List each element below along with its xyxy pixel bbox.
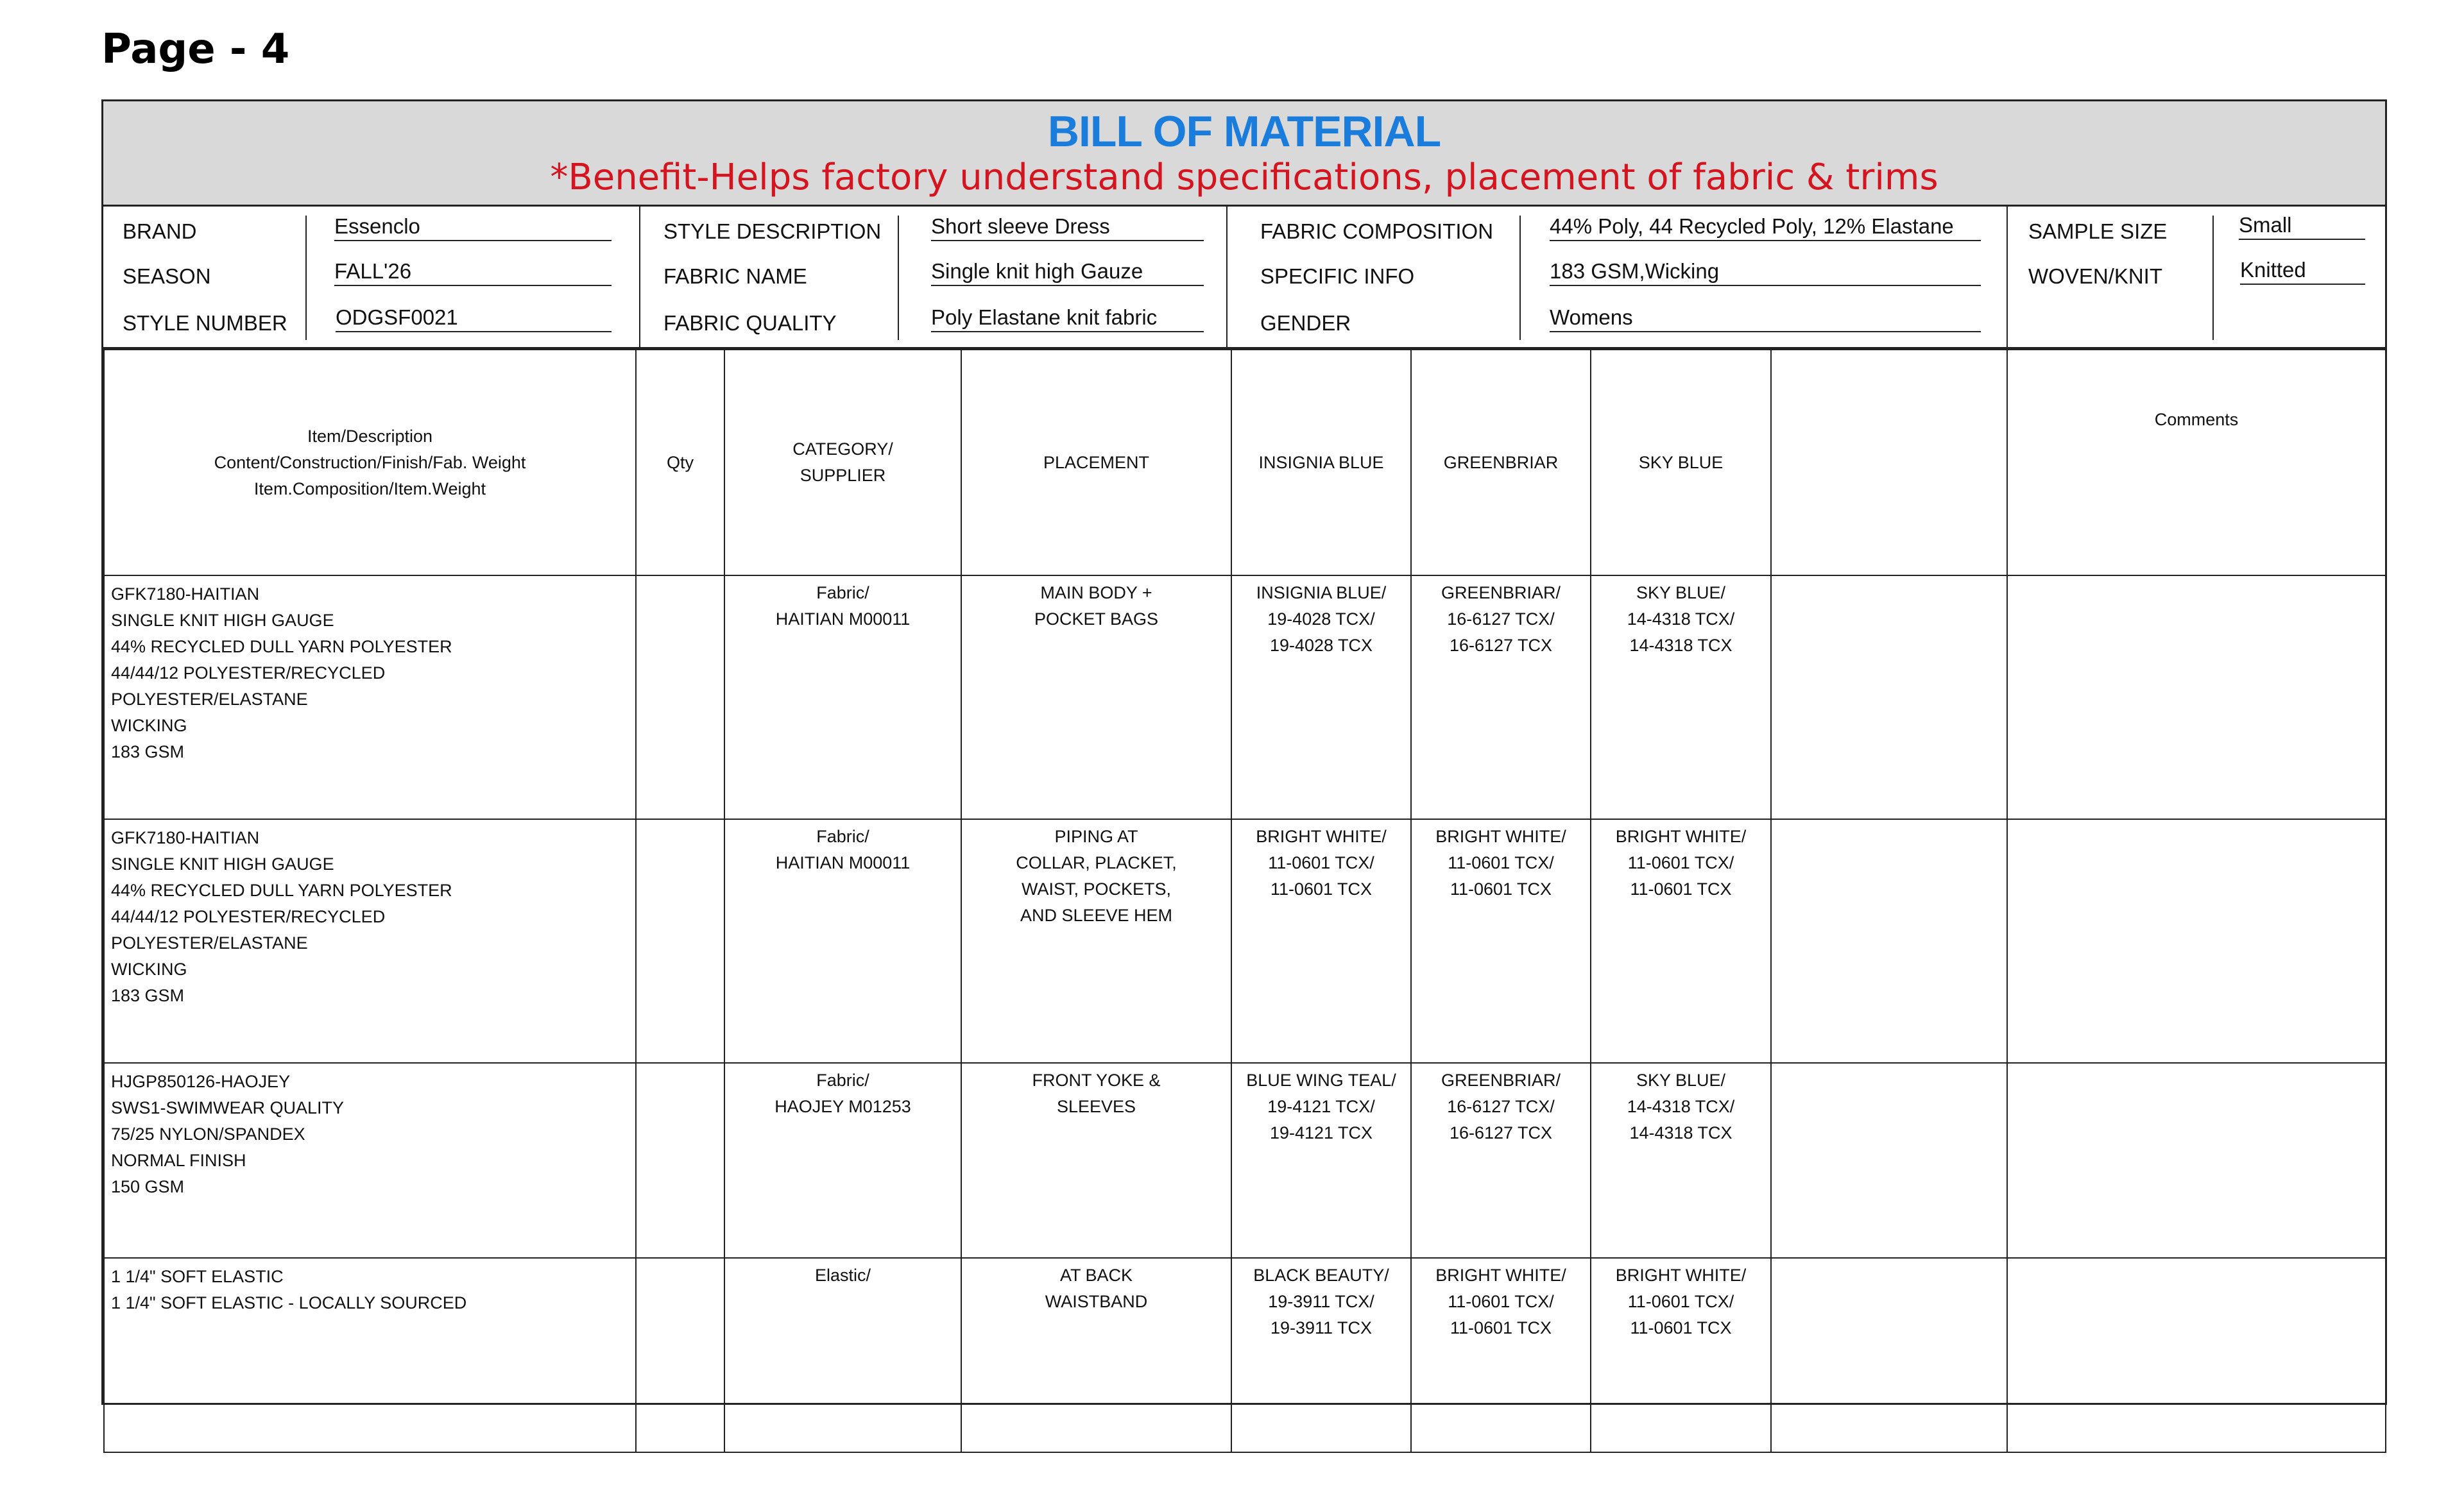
cell-line: 19-4121 TCX bbox=[1269, 1123, 1373, 1142]
category-supplier-cell bbox=[724, 1258, 961, 1452]
cell-line: POCKET BAGS bbox=[1034, 609, 1159, 629]
cell-line: COLLAR, PLACKET, bbox=[1016, 853, 1177, 872]
item-description-cell bbox=[104, 819, 636, 1063]
cell-line: POLYESTER/ELASTANE bbox=[111, 933, 308, 953]
style-number-label: STYLE NUMBER bbox=[123, 311, 287, 335]
column-header-sky-blue: SKY BLUE bbox=[1591, 350, 1771, 575]
cell-line: AT BACK bbox=[1059, 1266, 1133, 1285]
fabric-name-label: FABRIC NAME bbox=[663, 264, 807, 288]
document-subtitle: *Benefit-Helps factory understand specifications, placement of fabric & trims bbox=[550, 157, 1938, 198]
cell-line: Elastic/ bbox=[814, 1266, 871, 1285]
cell-line: 44% RECYCLED DULL YARN POLYESTER bbox=[111, 637, 452, 656]
cell-line: GREENBRIAR/ bbox=[1441, 583, 1561, 602]
title-band bbox=[103, 101, 2385, 207]
header-line: SUPPLIER bbox=[800, 466, 886, 485]
brand-value: Essenclo bbox=[334, 214, 612, 241]
header-line: Item.Composition/Item.Weight bbox=[253, 479, 486, 498]
cell-line: SINGLE KNIT HIGH GAUGE bbox=[111, 611, 334, 630]
cell-line: Fabric/ bbox=[816, 583, 869, 602]
gender-label: GENDER bbox=[1260, 311, 1351, 335]
fabric-composition-label: FABRIC COMPOSITION bbox=[1260, 219, 1494, 243]
style-info-block bbox=[103, 207, 2385, 349]
item-description-cell bbox=[104, 1063, 636, 1258]
cell-line: BLACK BEAUTY/ bbox=[1253, 1266, 1389, 1285]
sample-size-label: SAMPLE SIZE bbox=[2028, 219, 2168, 243]
cell-line: HJGP850126-HAOJEY bbox=[111, 1072, 291, 1091]
bom-table bbox=[103, 349, 2386, 1453]
item-description-cell bbox=[104, 1258, 636, 1452]
placement-cell bbox=[961, 1258, 1231, 1452]
cell-line: 14-4318 TCX bbox=[1629, 1123, 1733, 1142]
cell-line: 16-6127 TCX bbox=[1449, 636, 1553, 655]
sky-blue-color-cell bbox=[1591, 819, 1771, 1063]
cell-line: AND SLEEVE HEM bbox=[1020, 906, 1173, 925]
cell-line: 11-0601 TCX/ bbox=[1448, 853, 1554, 872]
cell-line: 183 GSM bbox=[111, 742, 185, 761]
table-row bbox=[104, 1063, 2386, 1258]
insignia-blue-color-cell bbox=[1231, 575, 1411, 819]
cell-line: HAOJEY M01253 bbox=[774, 1097, 911, 1116]
table-row bbox=[104, 819, 2386, 1063]
cell-line: MAIN BODY + bbox=[1040, 583, 1152, 602]
cell-line: PIPING AT bbox=[1054, 827, 1138, 846]
cell-line: SINGLE KNIT HIGH GAUGE bbox=[111, 854, 334, 874]
cell-line: NORMAL FINISH bbox=[111, 1151, 246, 1170]
insignia-blue-color-cell bbox=[1231, 1063, 1411, 1258]
cell-line: SKY BLUE/ bbox=[1636, 1071, 1726, 1090]
woven-knit-value: Knitted bbox=[2240, 258, 2365, 285]
cell-line: 11-0601 TCX bbox=[1450, 879, 1552, 899]
comments-cell bbox=[2007, 1063, 2386, 1258]
cell-line: HAITIAN M00011 bbox=[775, 609, 911, 629]
brand-label: BRAND bbox=[123, 219, 197, 243]
column-header-insignia-blue: INSIGNIA BLUE bbox=[1231, 350, 1411, 575]
page-number-label: Page - 4 bbox=[101, 26, 290, 73]
cell-line: 150 GSM bbox=[111, 1177, 185, 1196]
placement-cell bbox=[961, 1063, 1231, 1258]
sample-size-value: Small bbox=[2239, 213, 2365, 240]
comments-cell bbox=[2007, 575, 2386, 819]
column-header-item bbox=[104, 350, 636, 575]
divider bbox=[898, 216, 899, 340]
style-number-value: ODGSF0021 bbox=[336, 305, 612, 332]
specific-info-label: SPECIFIC INFO bbox=[1260, 264, 1415, 288]
blank-cell bbox=[1771, 819, 2007, 1063]
cell-line: 44% RECYCLED DULL YARN POLYESTER bbox=[111, 881, 452, 900]
fabric-composition-value: 44% Poly, 44 Recycled Poly, 12% Elastane bbox=[1550, 214, 1981, 241]
cell-line: 44/44/12 POLYESTER/RECYCLED bbox=[111, 907, 386, 926]
placement-cell bbox=[961, 819, 1231, 1063]
qty-cell bbox=[636, 1063, 724, 1258]
cell-line: WAIST, POCKETS, bbox=[1021, 879, 1172, 899]
cell-line: WICKING bbox=[111, 716, 187, 735]
cell-line: 44/44/12 POLYESTER/RECYCLED bbox=[111, 663, 386, 683]
cell-line: 16-6127 TCX/ bbox=[1447, 1097, 1555, 1116]
cell-line: 1 1/4" SOFT ELASTIC - LOCALLY SOURCED bbox=[111, 1293, 467, 1312]
qty-cell bbox=[636, 1258, 724, 1452]
blank-cell bbox=[1771, 1063, 2007, 1258]
cell-line: BRIGHT WHITE/ bbox=[1435, 827, 1566, 846]
cell-line: 11-0601 TCX bbox=[1630, 879, 1732, 899]
cell-line: 14-4318 TCX/ bbox=[1627, 609, 1735, 629]
woven-knit-label: WOVEN/KNIT bbox=[2028, 264, 2163, 288]
column-header-comments: Comments bbox=[2007, 350, 2386, 575]
cell-line: 11-0601 TCX bbox=[1270, 879, 1373, 899]
cell-line: 16-6127 TCX/ bbox=[1447, 609, 1555, 629]
cell-line: BLUE WING TEAL/ bbox=[1246, 1071, 1396, 1090]
cell-line: GFK7180-HAITIAN bbox=[111, 828, 260, 847]
table-row bbox=[104, 1258, 2386, 1452]
cell-line: 11-0601 TCX/ bbox=[1627, 1292, 1734, 1311]
column-header-category bbox=[724, 350, 961, 575]
season-value: FALL'26 bbox=[334, 259, 612, 286]
category-supplier-cell bbox=[724, 819, 961, 1063]
cell-line: 11-0601 TCX/ bbox=[1627, 853, 1734, 872]
insignia-blue-color-cell bbox=[1231, 1258, 1411, 1452]
divider bbox=[1519, 216, 1521, 340]
season-label: SEASON bbox=[123, 264, 211, 288]
cell-line: 19-3911 TCX bbox=[1270, 1318, 1373, 1337]
cell-line: 1 1/4" SOFT ELASTIC bbox=[111, 1267, 284, 1286]
cell-line: 75/25 NYLON/SPANDEX bbox=[111, 1124, 305, 1144]
cell-line: 11-0601 TCX/ bbox=[1268, 853, 1374, 872]
placement-cell bbox=[961, 575, 1231, 819]
comments-cell bbox=[2007, 1258, 2386, 1452]
divider bbox=[2212, 216, 2214, 340]
fabric-quality-label: FABRIC QUALITY bbox=[663, 311, 837, 335]
qty-cell bbox=[636, 819, 724, 1063]
cell-line: SKY BLUE/ bbox=[1636, 583, 1726, 602]
cell-line: WAISTBAND bbox=[1045, 1292, 1148, 1311]
bom-table-body bbox=[104, 575, 2386, 1452]
cell-line: GFK7180-HAITIAN bbox=[111, 584, 260, 604]
bill-of-material-sheet bbox=[101, 99, 2387, 1405]
cell-line: GREENBRIAR/ bbox=[1441, 1071, 1561, 1090]
cell-line: FRONT YOKE & bbox=[1032, 1071, 1161, 1090]
sky-blue-color-cell bbox=[1591, 575, 1771, 819]
document-title: BILL OF MATERIAL bbox=[1047, 107, 1441, 156]
greenbriar-color-cell bbox=[1411, 575, 1591, 819]
blank-cell bbox=[1771, 575, 2007, 819]
cell-line: 19-4028 TCX bbox=[1269, 636, 1373, 655]
cell-line: Fabric/ bbox=[816, 827, 869, 846]
cell-line: BRIGHT WHITE/ bbox=[1256, 827, 1387, 846]
cell-line: 14-4318 TCX bbox=[1629, 636, 1733, 655]
divider bbox=[305, 216, 307, 340]
insignia-blue-color-cell bbox=[1231, 819, 1411, 1063]
specific-info-value: 183 GSM,Wicking bbox=[1550, 259, 1981, 286]
cell-line: BRIGHT WHITE/ bbox=[1615, 827, 1747, 846]
cell-line: POLYESTER/ELASTANE bbox=[111, 690, 308, 709]
sky-blue-color-cell bbox=[1591, 1063, 1771, 1258]
cell-line: Fabric/ bbox=[816, 1071, 869, 1090]
comments-cell bbox=[2007, 819, 2386, 1063]
cell-line: BRIGHT WHITE/ bbox=[1435, 1266, 1566, 1285]
cell-line: SWS1-SWIMWEAR QUALITY bbox=[111, 1098, 345, 1117]
table-row bbox=[104, 575, 2386, 819]
cell-line: SLEEVES bbox=[1056, 1097, 1136, 1116]
cell-line: 19-4121 TCX/ bbox=[1267, 1097, 1375, 1116]
cell-line: 11-0601 TCX bbox=[1630, 1318, 1732, 1337]
blank-cell bbox=[1771, 1258, 2007, 1452]
gender-value: Womens bbox=[1550, 305, 1981, 332]
greenbriar-color-cell bbox=[1411, 819, 1591, 1063]
greenbriar-color-cell bbox=[1411, 1258, 1591, 1452]
cell-line: BRIGHT WHITE/ bbox=[1615, 1266, 1747, 1285]
cell-line: WICKING bbox=[111, 960, 187, 979]
style-description-value: Short sleeve Dress bbox=[931, 214, 1204, 241]
table-header-row bbox=[104, 350, 2386, 575]
cell-line: INSIGNIA BLUE/ bbox=[1256, 583, 1387, 602]
item-description-cell bbox=[104, 575, 636, 819]
divider bbox=[2006, 207, 2008, 347]
cell-line: HAITIAN M00011 bbox=[775, 853, 911, 872]
fabric-name-value: Single knit high Gauze bbox=[931, 259, 1204, 286]
cell-line: 19-3911 TCX/ bbox=[1268, 1292, 1374, 1311]
cell-line: 14-4318 TCX/ bbox=[1627, 1097, 1735, 1116]
category-supplier-cell bbox=[724, 1063, 961, 1258]
cell-line: 183 GSM bbox=[111, 986, 185, 1005]
cell-line: 16-6127 TCX bbox=[1449, 1123, 1553, 1142]
cell-line: 11-0601 TCX bbox=[1450, 1318, 1552, 1337]
fabric-quality-value: Poly Elastane knit fabric bbox=[931, 305, 1204, 332]
column-header-greenbriar: GREENBRIAR bbox=[1411, 350, 1591, 575]
greenbriar-color-cell bbox=[1411, 1063, 1591, 1258]
column-header-blank bbox=[1771, 350, 2007, 575]
column-header-qty: Qty bbox=[636, 350, 724, 575]
divider bbox=[1226, 207, 1228, 347]
sky-blue-color-cell bbox=[1591, 1258, 1771, 1452]
cell-line: 11-0601 TCX/ bbox=[1448, 1292, 1554, 1311]
header-line: Content/Construction/Finish/Fab. Weight bbox=[214, 452, 526, 472]
category-supplier-cell bbox=[724, 575, 961, 819]
header-line: Item/Description bbox=[307, 426, 433, 446]
divider bbox=[639, 207, 640, 347]
style-description-label: STYLE DESCRIPTION bbox=[663, 219, 882, 243]
qty-cell bbox=[636, 575, 724, 819]
header-line: CATEGORY/ bbox=[792, 439, 893, 459]
column-header-placement: PLACEMENT bbox=[961, 350, 1231, 575]
cell-line: 19-4028 TCX/ bbox=[1267, 609, 1375, 629]
